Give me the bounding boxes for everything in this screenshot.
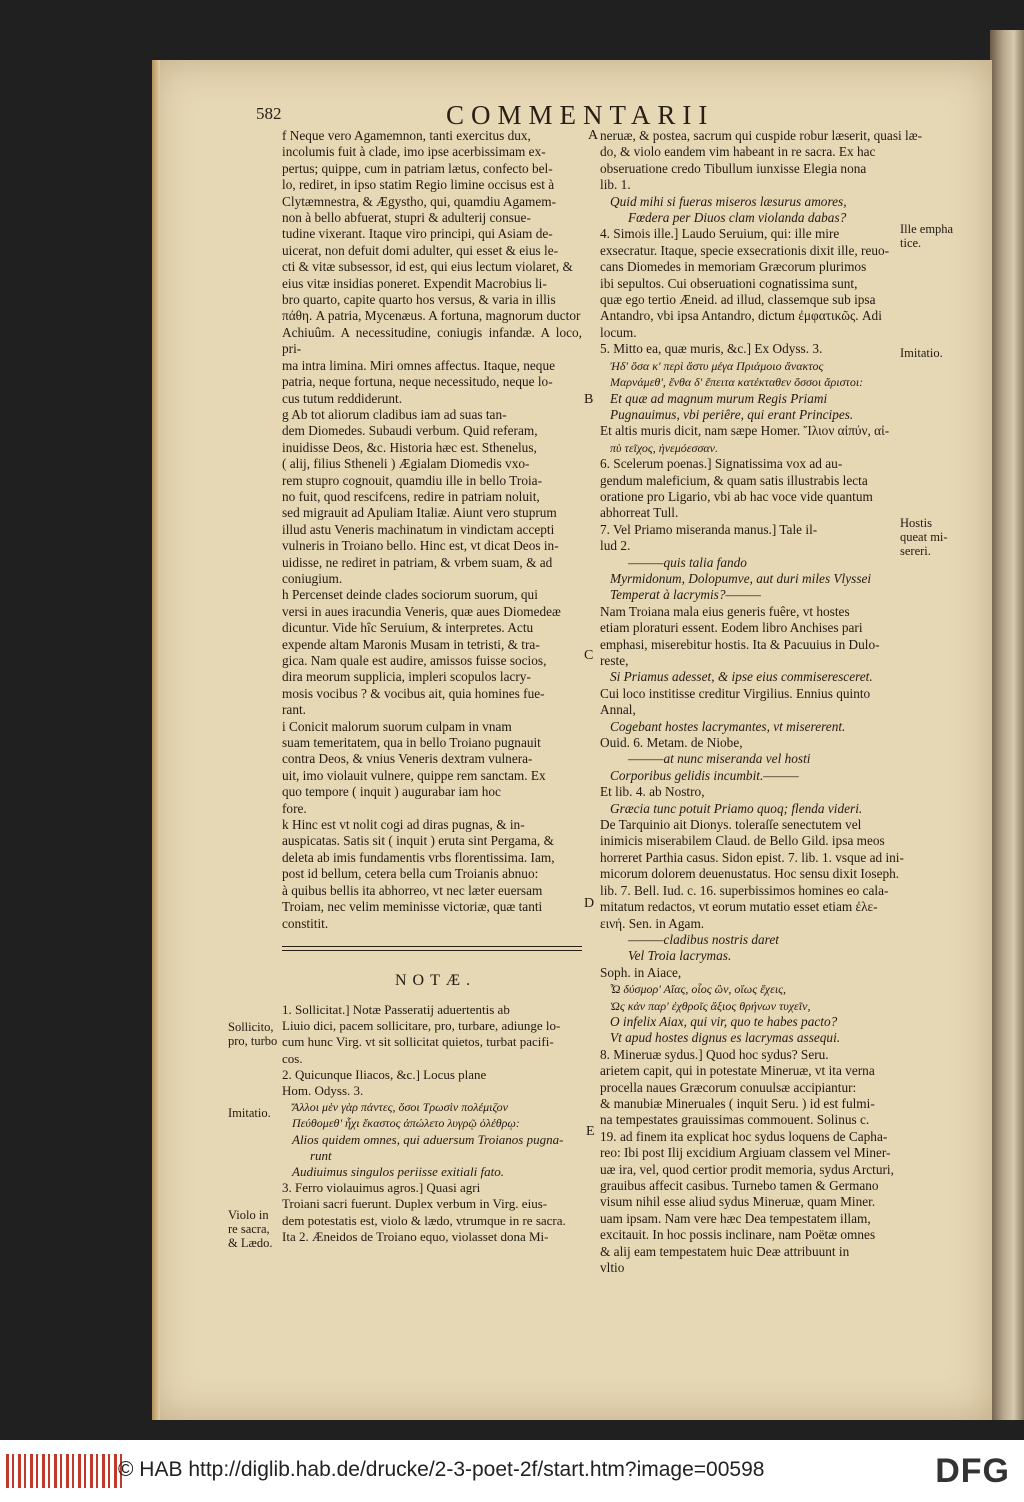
text-line: f Neque vero Agamemnon, tanti exercitus dux, [282,128,531,143]
text-line: versi in aues iracundia Veneris, quæ aues Diomedeæ [282,603,561,619]
text-line: sed migrauit ad Apuliam Italiæ. Aiunt vero stuprum [282,505,557,521]
text-line: Ἠδ' ὅσα κ' περὶ ἄστυ μέγα Πριάμοιο ἄνακτος [610,358,824,373]
note-line: Alios quidem omnes, qui aduersum Troianos pugna- [292,1131,564,1147]
text-line: 4. Simois ille.] Laudo Seruium, qui: ille mire [600,226,840,242]
note-line: Ita 2. Æneidos de Troiano equo, violasset dona Mi- [282,1228,549,1244]
text-line: Nam Troiana mala eius generis fuêre, vt hostes [600,603,850,619]
text-line: Clytæmnestra, & Ægystho, qui, quamdiu Agamem- [282,193,557,209]
text-line: 5. Mitto ea, quæ muris, &c.] Ex Odyss. 3. [600,341,823,357]
text-line: Antandro, vbi ipsa Antandro, dictum ἐμφατικῶς. Adi [600,308,882,324]
text-line: Troiam, nec velim meminisse victoriæ, quæ tanti [282,899,543,915]
text-line: Temperat à lacrymis?——— [610,587,761,603]
text-line: emphasi, miserebitur hostis. Ita & Pacuuius in Dulo- [600,636,880,652]
margin-note-violo: Violo in re sacra, & Lædo. [228,1208,273,1250]
text-line: Myrmidonum, Dolopumve, aut duri miles Vlyssei [610,570,872,586]
text-line: pertus; quippe, cum in patriam lætus, confecto bel- [282,160,553,176]
text-line: Corporibus gelidis incumbit.——— [610,767,799,783]
text-line: tudine vixerant. Itaque viro principi, qui Asiam de- [282,226,553,242]
page-number: 582 [256,104,282,123]
text-line: dicuntur. Vide hîc Seruium, & interpretes. Actu [282,620,534,636]
note-line: Liuio dici, pacem sollicitare, pro, turbare, adiunge lo- [282,1018,561,1034]
text-line: ———at nunc miseranda vel hosti [628,751,811,767]
text-line: g Ab tot aliorum cladibus iam ad suas tan- [282,406,507,422]
text-line: lib. 1. [600,177,631,193]
text-line: Achiuûm. A necessitudine, coniugis infandæ. A loco, pri- [282,324,582,357]
text-line: 19. ad finem ita explicat hoc sydus loquens de Capha- [600,1128,888,1144]
margin-note-imitatio-right: Imitatio. [900,346,943,360]
text-line: vulneris in Troiano bello. Hinc est, vt dicat Deos in- [282,538,559,554]
text-line: micorum dolorem deuenustatus. Hoc sensu dixit Ioseph. [600,866,900,882]
text-line: coniugium. [282,570,343,586]
text-line: no fuit, quod rescifcens, redire in patriam noluit, [282,488,540,504]
copyright-link[interactable]: © HAB http://diglib.hab.de/drucke/2-3-poet-2f/start.htm?image=00598 [118,1458,765,1481]
text-line: auspicatas. Satis sit ( inquit ) eruta sint Pergama, & [282,833,554,849]
text-line: excitauit. In hoc possis inclinare, nam Poëtæ omnes [600,1227,876,1243]
text-line: & alij eam tempestatem huic Deæ attribuunt in [600,1243,850,1259]
text-line: horreret Parthia casus. Sidon epist. 7. lib. 1. vsque ad ini- [600,849,904,865]
text-line: gendum maleficium, & quam satis illustrabis lecta [600,472,868,488]
note-line: 2. Quicunque Iliacos, &c.] Locus plane [282,1066,487,1082]
section-letter-e: E [586,1124,595,1139]
text-line: h Percenset deinde clades sociorum suorum, qui [282,587,538,603]
note-line: runt [310,1147,332,1163]
text-line: i Conicit malorum suorum culpam in vnam [282,718,512,734]
text-line: 6. Scelerum poenas.] Signatissima vox ad au- [600,456,843,472]
text-line: dem Diomedes. Subaudi verbum. Quid referam, [282,423,538,439]
text-line: ———quis talia fando [628,554,747,570]
text-line: illud astu Veneris machinatum in vindictam accepti [282,521,555,537]
section-letter-c: C [584,648,594,663]
text-line: abhorreat Tull. [600,505,679,521]
text-line: uæ ira, vel, quod certior prodit memoria, sydus Arcturi, [600,1161,894,1177]
text-line: fore. [282,800,307,816]
text-line: uam ipsam. Nam vere hæc Dea tempestatem illam, [600,1210,871,1226]
text-line: quæ ego tertio Æneid. ad illud, classemque sub ipsa [600,292,876,308]
text-line: Ὡς κἀν παρ' ἐχθροῖς ἄξιος θρήνων τυχεῖν, [610,998,811,1013]
text-line: uidisse, ne rediret in patriam, & vrbem suam, & ad [282,554,553,570]
text-line: post id bellum, cetera bella cum Troianis abnuo: [282,866,539,882]
note-line: dem potestatis est, violo & lædo, vtrumque in re sacra. [282,1212,566,1228]
text-line: rant. [282,702,306,718]
text-line: suam temeritatem, qua in bello Troiano pugnauit [282,735,541,751]
text-line: lib. 7. Bell. Iud. c. 16. superbissimos homines eo cala- [600,882,889,898]
text-line: arietem capit, qui in potestate Mineruæ, vt ita verna [600,1063,875,1079]
text-line: dira meorum supplicia, impleri scopulos lacry- [282,669,531,685]
text-line: gica. Nam quale est audire, amissos fuisse socios, [282,653,547,668]
footer-bar [0,1440,1024,1502]
text-line: do, & violo eandem vim habeant in re sacra. Ex hac [600,144,876,160]
text-line: grauibus affecit casibus. Turnebo tamen & Germano [600,1178,879,1193]
notes-heading: NOTÆ. [395,972,477,989]
text-line: reo: Ibi post Ilij excidium Argiuam classem vel Miner- [600,1145,891,1161]
hab-barcode-logo [6,1454,126,1488]
text-line: incolumis fuit à clade, imo ipse acerbissimam ex- [282,144,546,160]
text-line: ibi sepultos. Cui obseruationi cognatissima sunt, [600,275,858,291]
section-letter-d: D [584,896,595,911]
text-line: πὺ τεῖχος, ἠνεμόεσσαν. [610,440,718,455]
text-line: na tempestates grauissimas commouent. Solinus c. [600,1112,870,1128]
text-line: expende altam Maronis Musam in tetristi, & tra- [282,636,540,652]
running-head [256,100,972,130]
text-line: locum. [600,324,637,340]
text-line: Pugnauimus, vbi periêre, qui erant Principes. [610,406,854,422]
text-line: uit, imo violauit vulnere, quippe rem sanctam. Ex [282,767,546,783]
margin-note-imitatio-left: Imitatio. [228,1106,271,1120]
note-line: Ἄλλοι μὲν γὰρ πάντες, ὅσοι Τρωσὶν πολέμιζον [292,1100,508,1115]
text-line: De Tarquinio ait Dionys. toleraſſe senectutem vel [600,817,862,833]
text-line: Μαρνάμεθ', ἔνθα δ' ἔπειτα κατέκταθεν ὅσσοι ἄριστοι: [610,375,864,390]
text-line: Cogebant hostes lacrymantes, vt misererent. [610,718,846,734]
left-column [282,128,582,932]
text-line: à quibus bellis ita abhorreo, vt nec læter euersam [282,882,543,898]
note-line: Troiani sacri fuerunt. Duplex verbum in Virg. eius- [282,1196,548,1212]
text-line: eius vitæ insidias poneret. Expendit Macrobius li- [282,275,547,291]
text-line: 7. Vel Priamo miseranda manus.] Tale il- [600,521,818,537]
right-column [600,128,928,1276]
text-line: Soph. in Aiace, [600,964,682,980]
text-line: ———cladibus nostris daret [628,931,779,947]
note-line: cum hunc Virg. vt sit sollicitat quietos, turbat pacifi- [282,1034,554,1050]
text-line: Vt apud hostes dignus es lacrymas assequi. [610,1030,841,1046]
text-line: non à bello abfuerat, stupri & adulterij consue- [282,210,531,226]
text-line: Et quæ ad magnum murum Regis Priami [610,390,828,406]
text-line: & manubiæ Mineruales ( inquit Seru. ) id est fulmi- [600,1095,875,1111]
text-line: Græcia tunc potuit Priamo quoq; flenda videri. [610,800,863,816]
text-line: obseruatione credo Tibullum iunxisse Elegia nona [600,160,867,176]
text-line: Et altis muris dicit, nam sæpe Homer. Ἴλιον αἰπύν, αἰ- [600,423,890,439]
text-line: πάθη. A patria, Mycenæus. A fortuna, magnorum ductor [282,308,581,324]
text-line: visum nihil esse aliud sydus Mineruæ, quam Miner. [600,1194,876,1210]
note-line: Hom. Odyss. 3. [282,1083,364,1099]
text-line: contra Deos, & vnius Veneris dextram vulnera- [282,751,533,767]
text-line: Et lib. 4. ab Nostro, [600,784,705,800]
text-line: ma intra limina. Miri omnes affectus. Itaque, neque [282,357,555,373]
text-line: mitatum redactos, vt eorum mutatio esset etiam ἐλε- [600,899,878,915]
text-line: εινή. Sen. in Agam. [600,915,705,931]
text-line: quo tempore ( inquit ) augurabar iam hoc [282,784,501,800]
text-line: procella naues Græcorum conuulsæ accipiantur: [600,1079,857,1095]
text-line: Si Priamus adesset, & ipse eius commiseresceret. [610,669,873,685]
text-line: rem stupro cognouit, quamdiu ille in bello Troia- [282,472,543,488]
text-line: uicerat, non defuit domi adulter, qui esset & eius le- [282,242,559,258]
dfg-logo: DFG [935,1452,1010,1490]
text-line: ( alij, filius Stheneli ) Ægialam Diomedis vxo- [282,456,530,472]
text-line: Vel Troia lacrymas. [628,948,732,964]
note-line: 3. Ferro violauimus agros.] Quasi agri [282,1180,481,1196]
note-line: Audiuimus singulos periisse exitiali fato. [292,1164,504,1180]
text-line: lud 2. [600,538,631,554]
text-line: cans Diomedes in memoriam Græcorum plurimos [600,259,867,275]
text-line: k Hinc est vt nolit cogi ad diras pugnas, & in- [282,817,525,833]
text-line: Cui loco institisse creditur Virgilius. Ennius quinto [600,685,871,701]
text-line: bro quarto, capite quarto hos versus, & varia in illis [282,292,556,308]
running-title: COMMENTARII [446,100,715,130]
text-line: inuidisse Deos, &c. Historia hæc est. Sthenelus, [282,439,537,455]
section-letter-b: B [584,392,594,407]
text-line: constitit. [282,915,329,931]
text-line: cti & vitæ subsessor, id est, qui eius lectum violaret, & [282,259,573,275]
note-line: 1. Sollicitat.] Notæ Passeratij aduertentis ab [282,1002,510,1017]
text-line: cus tutum reddiderunt. [282,390,403,406]
text-line: reste, [600,653,629,668]
text-line: mosis vocibus ? & vocibus ait, quia homines fue- [282,685,545,701]
margin-note-emphasis: Ille empha tice. [900,222,954,250]
text-line: oratione pro Ligario, vbi ab hac voce vide quantum [600,488,873,504]
note-line: Πεύθομεθ' ἧχι ἕκαστος ἀπώλετο λυγρῷ ὀλέθρῳ: [292,1116,520,1131]
text-line: Annal, [600,702,636,718]
text-line: lo, rediret, in ipso statim Regio limine occisus est à [282,177,555,193]
text-line: Quid mihi si fueras miseros læsurus amores, [610,193,847,209]
text-line: vltio [600,1260,625,1276]
text-line: 8. Mineruæ sydus.] Quod hoc sydus? Seru. [600,1046,829,1062]
text-line: etiam ploraturi essent. Eodem libro Anchises pari [600,620,863,636]
text-line: patria, neque fortuna, neque necessitudo, neque lo- [282,374,553,390]
section-rule [282,946,582,951]
text-line: Ὦ δύσμορ' Αἴας, οἷος ὢν, οἵως ἔχεις, [610,982,787,997]
text-line: Fœdera per Diuos clam violanda dabas? [628,210,847,226]
text-line: neruæ, & postea, sacrum qui cuspide robur læserit, quasi læ- [600,128,923,143]
margin-note-sollicito: Sollicito, pro, turbo [228,1020,278,1048]
note-line: cos. [282,1050,303,1066]
margin-note-hostis: Hostis queat mi-sereri. [900,516,948,558]
next-page-edge [990,30,1024,1420]
notes-section [282,1002,582,1245]
text-line: exsecratur. Itaque, specie exsecrationis dixit ille, reuo- [600,242,890,258]
text-line: O infelix Aiax, qui vir, quo te habes pacto? [610,1013,838,1029]
text-line: deleta ab imis fundamentis vrbs florentissima. Iam, [282,849,555,865]
text-line: Ouid. 6. Metam. de Niobe, [600,735,743,751]
section-letter-a: A [588,128,599,143]
text-line: inimicis miserabilem Claud. de Bello Gild. ipsa meos [600,833,885,849]
